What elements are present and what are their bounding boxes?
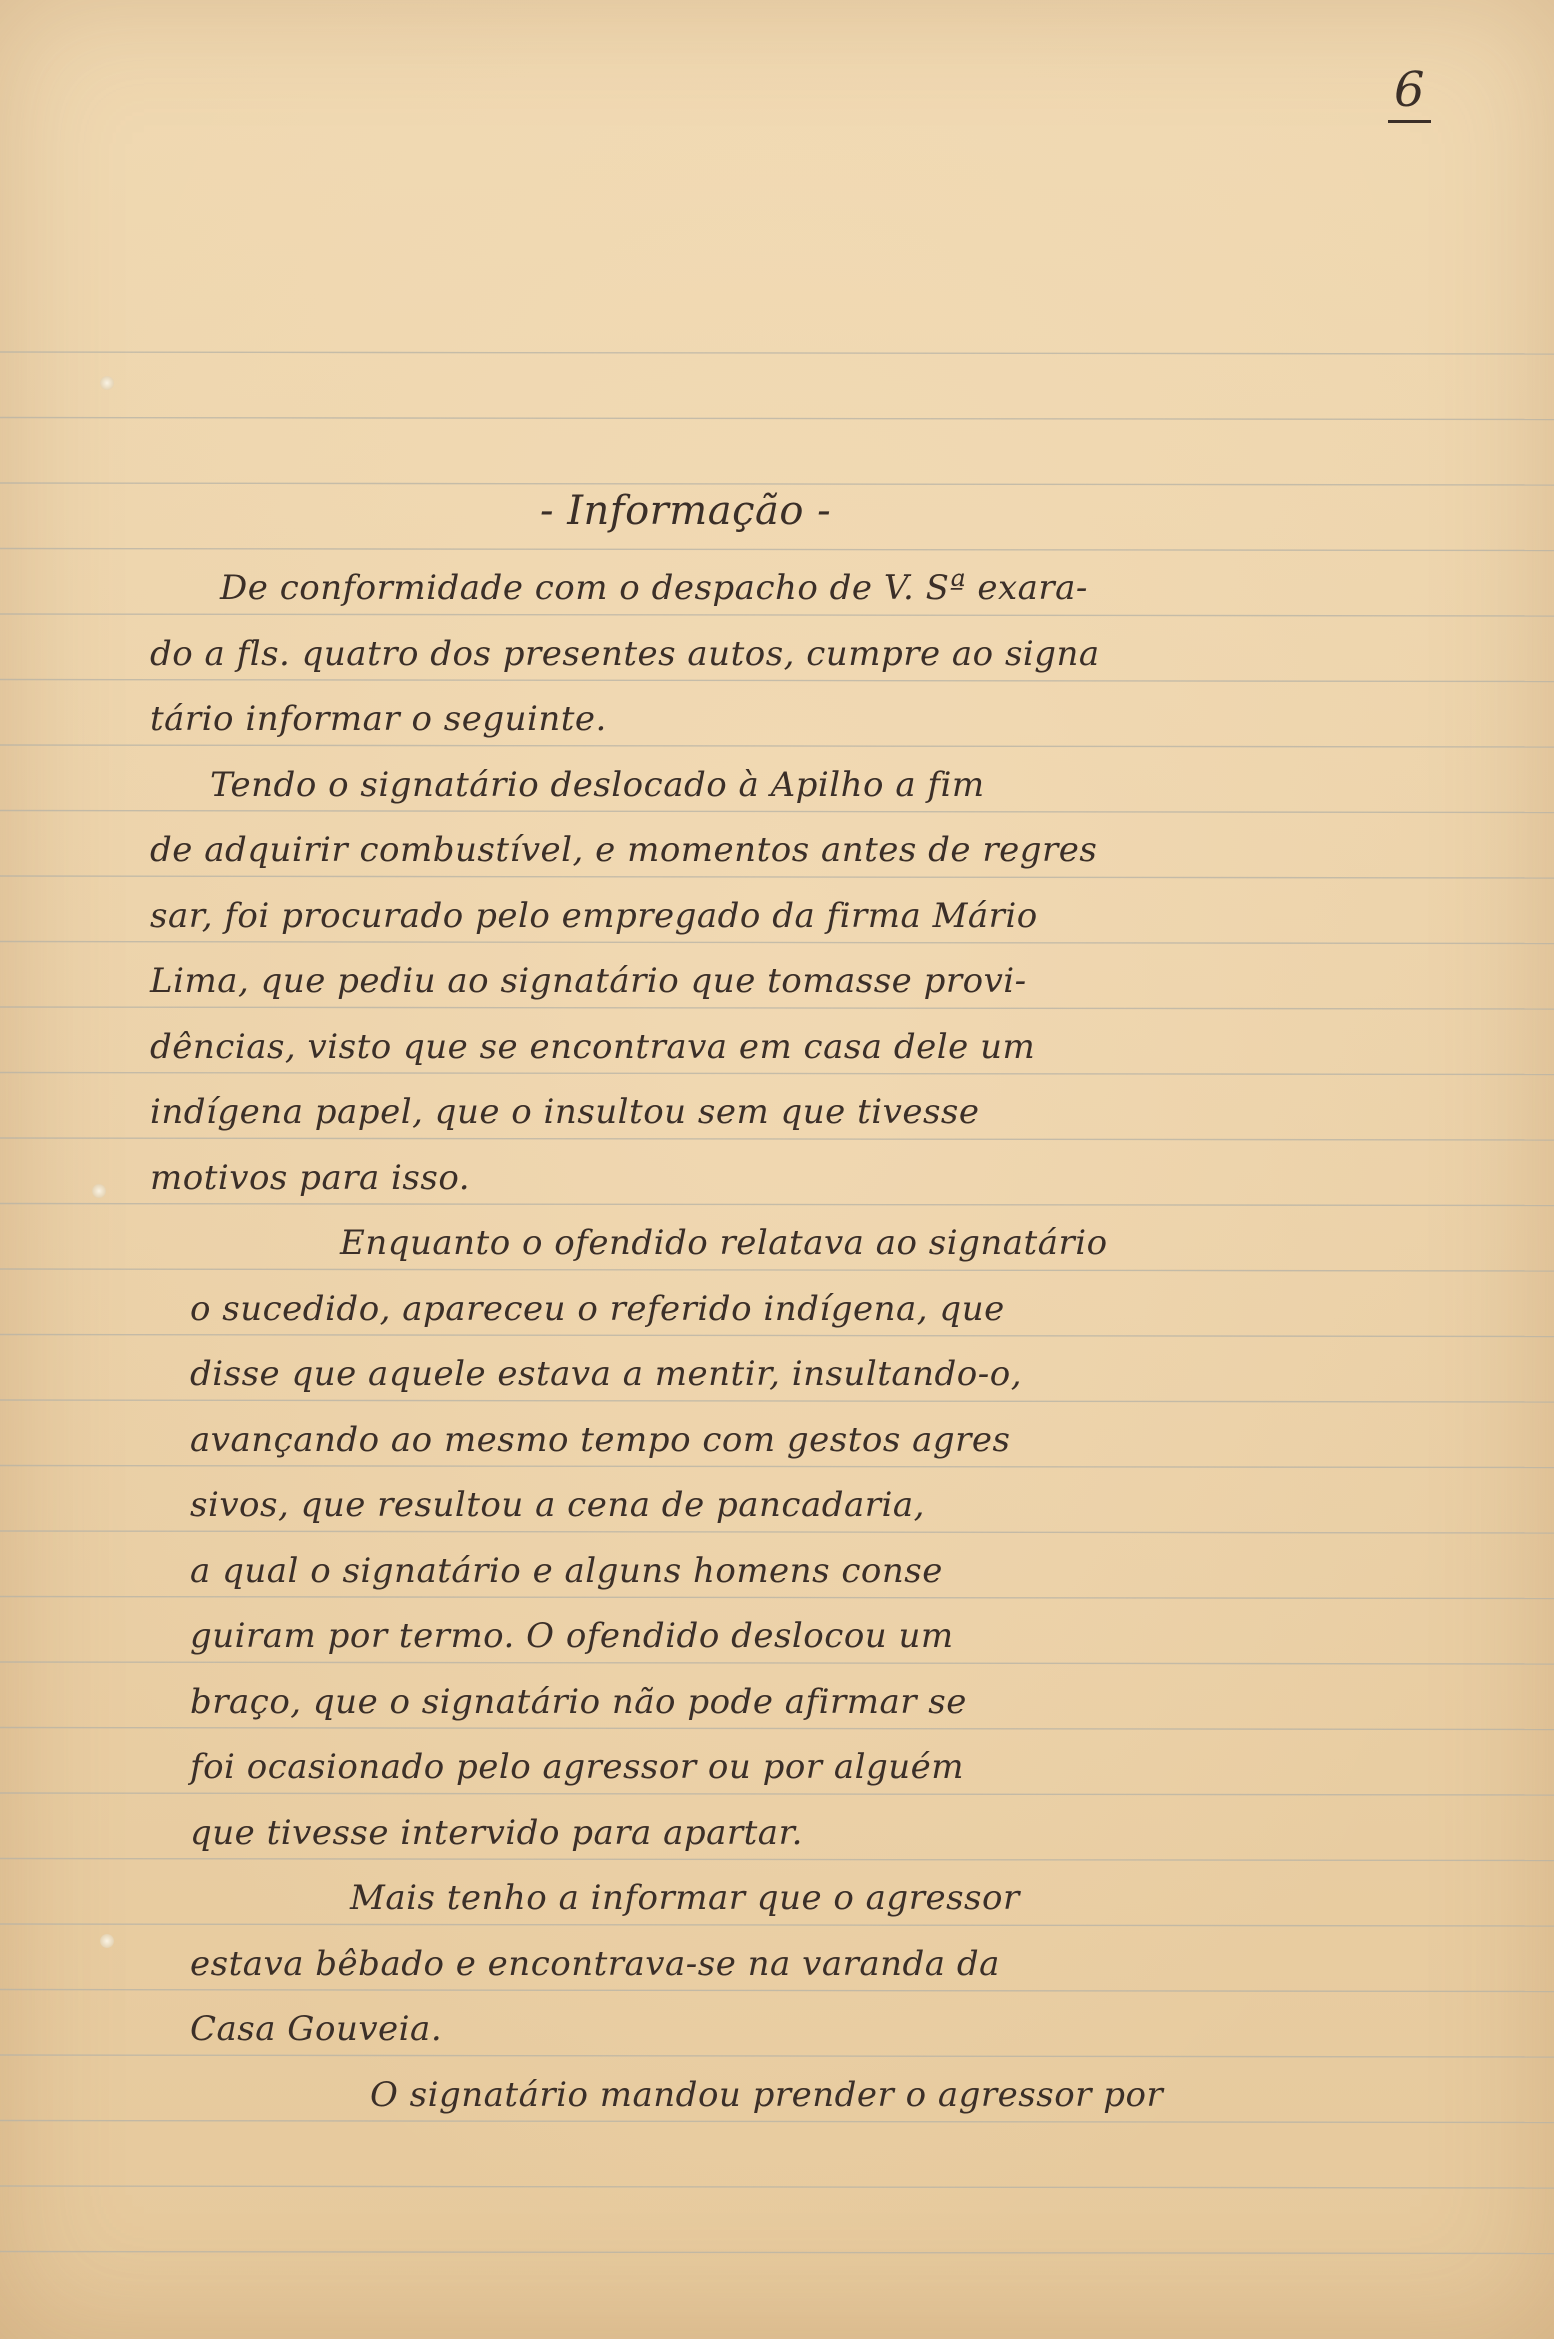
ruled-line — [0, 1466, 1554, 1468]
ruled-line — [0, 614, 1554, 616]
text-line: Tendo o signatário deslocado à Apilho a fim — [210, 764, 985, 805]
punch-hole-bottom — [100, 1934, 114, 1948]
ruled-line — [0, 942, 1554, 944]
text-line: tário informar o seguinte. — [150, 699, 607, 739]
text-line: que tivesse intervido para apartar. — [190, 1812, 803, 1853]
ruled-line — [0, 1793, 1554, 1795]
page-number: 6 — [1388, 60, 1431, 123]
text-line: foi ocasionado pelo agressor ou por alguém — [190, 1747, 965, 1787]
ruled-line — [0, 1859, 1554, 1861]
ruled-line — [0, 876, 1554, 878]
ruled-line — [0, 745, 1554, 747]
ruled-line — [0, 549, 1554, 551]
text-line: Lima, que pediu ao signatário que tomasse provi- — [150, 961, 1027, 1001]
text-line: O signatário mandou prender o agressor por — [370, 2074, 1164, 2115]
text-line: indígena papel, que o insultou sem que tivesse — [150, 1092, 980, 1132]
text-line: guiram por termo. O ofendido deslocou um — [190, 1616, 954, 1656]
ruled-line — [0, 1138, 1554, 1140]
ruled-line — [0, 1204, 1554, 1206]
text-line: estava bêbado e encontrava-se na varanda da — [190, 1943, 1000, 1984]
text-line: sivos, que resultou a cena de pancadaria, — [190, 1485, 925, 1525]
ruled-line — [0, 1007, 1554, 1009]
text-line: Mais tenho a informar que o agressor — [350, 1878, 1020, 1918]
ruled-line — [0, 1662, 1554, 1664]
ruled-line — [0, 1073, 1554, 1075]
punch-hole-middle — [92, 1184, 106, 1198]
text-line: avançando ao mesmo tempo com gestos agres — [190, 1419, 1011, 1460]
ruled-line — [0, 1400, 1554, 1402]
text-line: o sucedido, apareceu o referido indígena, que — [190, 1288, 1005, 1329]
text-line: disse que aquele estava a mentir, insultando-o, — [190, 1354, 1023, 1394]
ruled-line — [0, 680, 1554, 682]
ruled-line — [0, 1335, 1554, 1337]
punch-hole-top — [100, 376, 114, 390]
ruled-line — [0, 2121, 1554, 2123]
text-line: Enquanto o ofendido relatava ao signatário — [340, 1223, 1108, 1263]
ruled-line — [0, 811, 1554, 813]
text-line: de adquirir combustível, e momentos antes de regres — [150, 830, 1098, 870]
text-line: dências, visto que se encontrava em casa dele um — [150, 1026, 1036, 1067]
ruled-line — [0, 2186, 1554, 2188]
text-line: Casa Gouveia. — [190, 2009, 443, 2049]
ruled-line — [0, 2252, 1554, 2254]
text-line: braço, que o signatário não pode afirmar se — [190, 1681, 967, 1722]
ruled-line — [0, 1924, 1554, 1926]
ruled-line — [0, 418, 1554, 420]
text-line: motivos para isso. — [150, 1157, 470, 1198]
text-line: do a fls. quatro dos presentes autos, cumpre ao signa — [150, 633, 1100, 674]
ruled-line — [0, 1597, 1554, 1599]
ruled-line — [0, 483, 1554, 485]
text-line: a qual o signatário e alguns homens conse — [190, 1550, 943, 1591]
text-line: sar, foi procurado pelo empregado da firma Mário — [150, 895, 1038, 936]
text-line: De conformidade com o despacho de V. Sª exara- — [220, 568, 1088, 608]
ruled-line — [0, 2055, 1554, 2057]
document-heading: - Informação - — [540, 488, 832, 534]
ruled-line — [0, 352, 1554, 354]
ruled-line — [0, 1728, 1554, 1730]
ruled-line — [0, 1990, 1554, 1992]
ruled-line — [0, 1269, 1554, 1271]
ruled-line — [0, 1531, 1554, 1533]
